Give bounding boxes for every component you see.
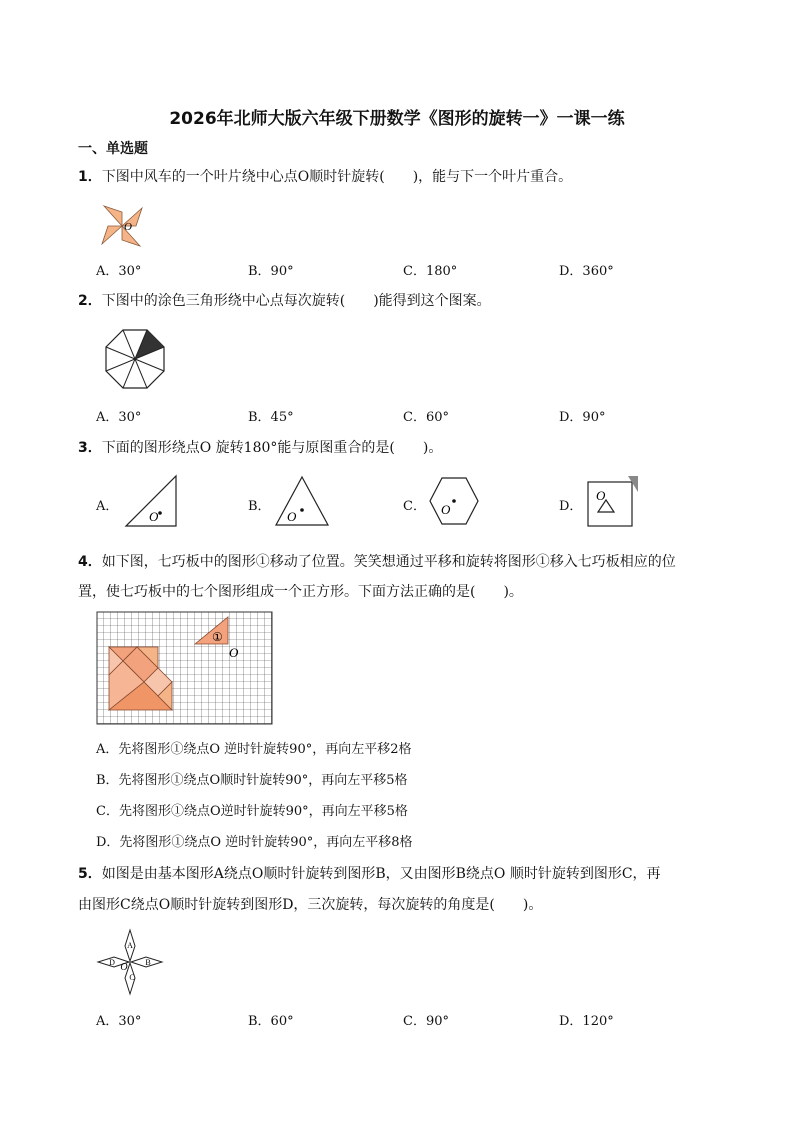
question-2: [78, 290, 491, 310]
center-label: O: [149, 509, 159, 524]
pinwheel-blade: [102, 226, 122, 244]
center-label: O: [287, 509, 297, 524]
option-b[interactable]: B．90°: [248, 264, 294, 279]
octagon-figure: [104, 328, 166, 390]
center-label: O: [124, 221, 132, 233]
center-label: O: [596, 488, 606, 503]
question-number: 3．: [78, 440, 102, 456]
question-number: 1．: [78, 169, 102, 185]
option-b[interactable]: B．先将图形①绕点O顺时针旋转90°，再向左平移5格: [96, 773, 408, 788]
piece-1-label: ①: [212, 630, 223, 644]
option-c[interactable]: C．先将图形①绕点O逆时针旋转90°，再向左平移5格: [96, 804, 408, 819]
option-a[interactable]: A．30°: [96, 264, 142, 279]
page-title: 2026年北师大版六年级下册数学《图形的旋转一》一课一练: [169, 109, 625, 129]
label-o: O: [120, 962, 128, 973]
option-a-right-triangle: [124, 474, 178, 528]
option-c[interactable]: C．90°: [403, 1014, 449, 1029]
option-b[interactable]: B．: [248, 499, 271, 514]
question-number: 2．: [78, 293, 102, 309]
option-a[interactable]: A．: [96, 499, 119, 514]
pinwheel-blade: [104, 206, 122, 226]
label-d: D: [109, 958, 115, 967]
tangram-grid-figure: [96, 611, 274, 725]
option-d[interactable]: D．90°: [559, 410, 606, 425]
option-c-hexagon: [428, 476, 480, 526]
option-d[interactable]: D．120°: [559, 1014, 614, 1029]
option-d-square: [586, 474, 640, 528]
question-text: 下图中的涂色三角形绕中心点每次旋转( )能得到这个图案。: [101, 293, 491, 309]
option-b-equilateral-triangle: [274, 474, 330, 528]
question-text: 如下图，七巧板中的图形①移动了位置。笑笑想通过平移和旋转将图形①移入七巧板相应的位: [101, 554, 676, 570]
question-3: [78, 437, 442, 457]
question-text: 下面的图形绕点O 旋转180°能与原图重合的是( )。: [101, 440, 443, 456]
rhombus-rotation-figure: [96, 928, 164, 996]
question-4-line-2: 置，使七巧板中的七个图形组成一个正方形。下面方法正确的是( )。: [78, 584, 523, 600]
option-d[interactable]: D．360°: [559, 264, 614, 279]
option-d[interactable]: D．先将图形①绕点O 逆时针旋转90°，再向左平移8格: [96, 835, 413, 850]
question-number: 4．: [78, 554, 102, 570]
label-c: C: [129, 973, 135, 982]
option-d[interactable]: D．: [559, 499, 583, 514]
point-o-label: O: [229, 645, 239, 660]
question-text: 如图是由基本图形A绕点O顺时针旋转到图形B，又由图形B绕点O 顺时针旋转到图形C，再: [101, 866, 661, 882]
option-c[interactable]: C．60°: [403, 410, 449, 425]
option-c[interactable]: C．: [403, 499, 426, 514]
pinwheel-figure: [98, 202, 146, 250]
label-a: A: [127, 941, 133, 950]
question-4-line-1: [78, 551, 676, 571]
center-label: O: [441, 502, 451, 517]
label-b: B: [145, 958, 151, 967]
option-a[interactable]: A．30°: [96, 410, 142, 425]
option-a[interactable]: A．30°: [96, 1014, 142, 1029]
option-b[interactable]: B．45°: [248, 410, 294, 425]
option-b[interactable]: B．60°: [248, 1014, 294, 1029]
question-number: 5．: [78, 866, 102, 882]
question-text: 下图中风车的一个叶片绕中心点O顺时针旋转( )，能与下一个叶片重合。: [101, 169, 573, 185]
question-5-line-2: 由图形C绕点O顺时针旋转到图形D，三次旋转，每次旋转的角度是( )。: [78, 897, 543, 913]
option-a[interactable]: A．先将图形①绕点O 逆时针旋转90°，再向左平移2格: [96, 742, 412, 757]
option-c[interactable]: C．180°: [403, 264, 458, 279]
question-1: [78, 166, 572, 186]
section-heading: 一、单选题: [78, 141, 148, 157]
question-5-line-1: [78, 863, 661, 883]
